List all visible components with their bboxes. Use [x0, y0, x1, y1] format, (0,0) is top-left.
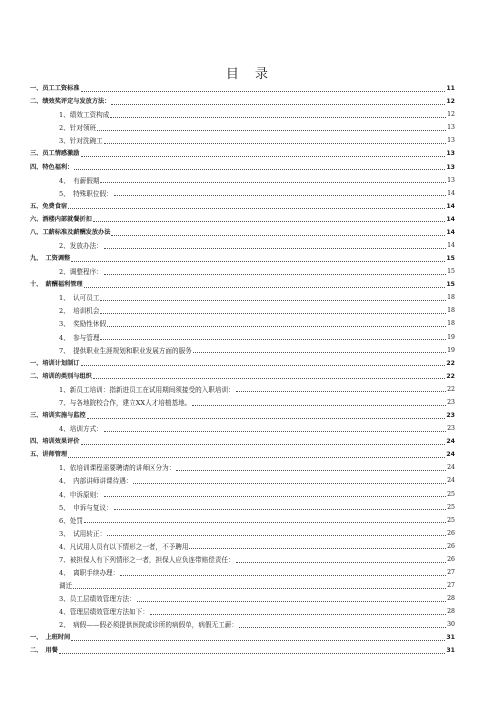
dot-leader: [100, 300, 446, 301]
toc-entry[interactable]: [30, 368, 455, 381]
dot-leader: [71, 640, 445, 641]
toc-entry-page-number: 15: [446, 255, 455, 263]
toc-entry-page-number: 24: [446, 438, 455, 446]
dot-leader: [192, 405, 446, 406]
toc-entry[interactable]: [30, 211, 455, 224]
toc-entry-label: 4、管理层绩效管理方法如下：: [59, 608, 149, 617]
table-of-contents: [30, 80, 455, 655]
toc-entry[interactable]: [30, 237, 455, 250]
toc-entry-page-number: 27: [447, 582, 455, 590]
toc-entry[interactable]: [30, 420, 455, 433]
toc-entry[interactable]: [30, 315, 455, 328]
toc-entry-label: 4、 有薪假期: [59, 176, 100, 185]
dot-leader: [84, 522, 446, 523]
toc-entry[interactable]: [30, 198, 455, 211]
toc-entry-page-number: 24: [447, 477, 455, 485]
toc-entry-page-number: 25: [447, 503, 455, 511]
toc-entry-page-number: 13: [446, 150, 455, 158]
dot-leader: [107, 535, 446, 536]
toc-entry-label: 2、发放办法：: [59, 242, 103, 251]
toc-entry[interactable]: [30, 289, 455, 302]
dot-leader: [93, 221, 446, 222]
dot-leader: [100, 339, 446, 340]
toc-entry-page-number: 14: [447, 189, 455, 197]
toc-entry[interactable]: [30, 642, 455, 655]
toc-entry[interactable]: [30, 172, 455, 185]
toc-entry-page-number: 18: [447, 307, 455, 315]
toc-entry-label: 四、培训效果评价: [30, 438, 80, 446]
dot-leader: [236, 391, 446, 392]
toc-entry-label: 4、 内部讲师讲课待遇：: [59, 477, 133, 486]
toc-entry[interactable]: [30, 119, 455, 132]
toc-entry-label: 2、调整程序：: [59, 268, 103, 277]
dot-leader: [104, 496, 446, 497]
toc-entry[interactable]: [30, 342, 455, 355]
toc-entry[interactable]: [30, 472, 455, 485]
dot-leader: [120, 575, 446, 576]
toc-entry-page-number: 23: [447, 398, 455, 406]
dot-leader: [68, 208, 445, 209]
toc-entry-page-number: 14: [446, 202, 455, 210]
toc-entry-page-number: 14: [446, 215, 455, 223]
toc-entry-page-number: 19: [447, 346, 455, 354]
dot-leader: [104, 248, 446, 249]
toc-entry-label: 6、处罚: [59, 516, 83, 525]
toc-entry-label: 1、依培训课程需要聘请的讲师区分为：: [59, 464, 176, 473]
dot-leader: [150, 614, 446, 615]
toc-entry-page-number: 28: [447, 608, 455, 616]
toc-entry[interactable]: [30, 525, 455, 538]
toc-entry-label: 六、酒楼内部就餐折扣: [30, 215, 92, 223]
dot-leader: [97, 130, 446, 131]
dot-leader: [104, 143, 446, 144]
toc-entry-page-number: 18: [447, 320, 455, 328]
toc-entry-label: 4、申诉原则：: [59, 490, 103, 499]
dot-leader: [100, 182, 446, 183]
dot-leader: [74, 169, 445, 170]
toc-entry-label: 2、 培训机会: [59, 307, 100, 316]
dot-leader: [107, 326, 446, 327]
dot-leader: [81, 156, 446, 157]
toc-entry[interactable]: [30, 328, 455, 341]
toc-entry-page-number: 23: [446, 412, 455, 420]
toc-entry[interactable]: [30, 93, 455, 106]
dot-leader: [114, 509, 446, 510]
toc-entry-label: 四、特色福利：: [30, 163, 74, 171]
toc-entry[interactable]: [30, 603, 455, 616]
dot-leader: [189, 548, 446, 549]
toc-entry[interactable]: [30, 106, 455, 119]
toc-entry[interactable]: [30, 145, 455, 158]
toc-entry-page-number: 11: [446, 85, 455, 93]
dot-leader: [236, 562, 446, 563]
toc-entry-label: 1、 认可员工: [59, 294, 100, 303]
toc-entry-label: 7、被担保人有下列情形之一者，担保人应负连带赔偿责任：: [59, 555, 235, 564]
dot-leader: [59, 653, 446, 654]
toc-entry[interactable]: [30, 538, 455, 551]
toc-entry-label: 一、培训计划制订: [30, 359, 80, 367]
dot-leader: [104, 274, 446, 275]
dot-leader: [104, 431, 446, 432]
dot-leader: [137, 601, 446, 602]
toc-entry-label: 5、 申诉与复议：: [59, 503, 113, 512]
toc-entry[interactable]: [30, 499, 455, 512]
toc-entry[interactable]: [30, 158, 455, 171]
dot-leader: [93, 378, 446, 379]
dot-leader: [81, 444, 446, 445]
toc-entry-page-number: 15: [446, 281, 455, 289]
toc-entry[interactable]: [30, 512, 455, 525]
toc-entry[interactable]: [30, 302, 455, 315]
toc-entry-page-number: 13: [447, 137, 455, 145]
toc-entry[interactable]: [30, 407, 455, 420]
toc-entry[interactable]: [30, 590, 455, 603]
toc-entry[interactable]: [30, 185, 455, 198]
toc-entry-page-number: 30: [447, 621, 455, 629]
toc-entry-label: 一、员工工资标准: [30, 85, 80, 93]
toc-entry-label: 7、与各地院校合作，建立XX人才培植基地。: [59, 398, 192, 407]
toc-entry-label: 调迁: [59, 582, 73, 591]
toc-entry-page-number: 31: [446, 634, 455, 642]
dot-leader: [239, 627, 446, 628]
toc-entry-label: 1、新员工培训：指新进员工在试用期间须接受的入职培训：: [59, 385, 235, 394]
toc-entry-label: 八、工薪标准及薪酬发放办法: [30, 228, 111, 236]
toc-entry-page-number: 15: [447, 268, 455, 276]
toc-entry-page-number: 14: [446, 228, 455, 236]
toc-entry-page-number: 25: [447, 490, 455, 498]
toc-entry[interactable]: [30, 577, 455, 590]
dot-leader: [84, 287, 446, 288]
toc-entry[interactable]: [30, 629, 455, 642]
toc-entry[interactable]: [30, 381, 455, 394]
toc-entry-page-number: 26: [447, 542, 455, 550]
toc-entry-page-number: 14: [447, 242, 455, 250]
toc-entry[interactable]: [30, 132, 455, 145]
dot-leader: [100, 313, 446, 314]
toc-entry[interactable]: [30, 394, 455, 407]
toc-entry-page-number: 22: [446, 372, 455, 380]
dot-leader: [87, 418, 446, 419]
toc-entry-page-number: 12: [446, 98, 455, 106]
toc-entry-page-number: 23: [447, 425, 455, 433]
dot-leader: [111, 235, 445, 236]
dot-leader: [71, 261, 445, 262]
toc-entry[interactable]: [30, 250, 455, 263]
toc-entry-page-number: 22: [446, 359, 455, 367]
toc-entry[interactable]: [30, 446, 455, 459]
toc-entry-label: 二、 用餐: [30, 647, 58, 655]
dot-leader: [110, 117, 446, 118]
toc-entry-label: 2、 病假——假必须提供医院或诊所的病假单，病假无工薪：: [59, 621, 238, 630]
toc-entry-label: 五、免费食宿: [30, 202, 68, 210]
toc-entry[interactable]: [30, 551, 455, 564]
toc-entry-page-number: 19: [447, 333, 455, 341]
toc-entry[interactable]: [30, 276, 455, 289]
toc-entry[interactable]: [30, 355, 455, 368]
toc-entry[interactable]: [30, 80, 455, 93]
toc-entry-page-number: 12: [447, 111, 455, 119]
toc-entry-label: 3、 奖励性休假: [59, 320, 107, 329]
toc-entry-label: 3、员工层绩效管理方法：: [59, 595, 136, 604]
toc-entry-label: 二、绩效奖评定与发放方法：: [30, 98, 111, 106]
dot-leader: [114, 195, 446, 196]
toc-entry-page-number: 28: [447, 595, 455, 603]
toc-entry-label: 五、讲师管理: [30, 451, 68, 459]
toc-entry[interactable]: [30, 459, 455, 472]
toc-entry-label: 7、 提供职业生涯规划和职业发展方面的服务: [59, 346, 192, 355]
dot-leader: [73, 588, 446, 589]
toc-entry-page-number: 13: [447, 176, 455, 184]
toc-entry-page-number: 25: [447, 516, 455, 524]
toc-entry-page-number: 27: [447, 568, 455, 576]
toc-entry[interactable]: [30, 433, 455, 446]
dot-leader: [193, 352, 446, 353]
dot-leader: [81, 365, 446, 366]
toc-entry-page-number: 13: [446, 163, 455, 171]
toc-entry-page-number: 13: [447, 124, 455, 132]
dot-leader: [111, 104, 445, 105]
toc-entry-page-number: 18: [447, 294, 455, 302]
toc-entry-label: 4、凡试用人员有以下情形之一者，不予聘用: [59, 542, 189, 551]
toc-entry-label: 4、培训方式：: [59, 425, 103, 434]
toc-entry-page-number: 22: [447, 385, 455, 393]
dot-leader: [68, 457, 445, 458]
toc-entry-page-number: 26: [447, 555, 455, 563]
toc-entry[interactable]: [30, 564, 455, 577]
toc-entry[interactable]: [30, 263, 455, 276]
toc-entry-label: 1、绩效工资构成: [59, 111, 110, 120]
toc-entry-page-number: 24: [447, 464, 455, 472]
dot-leader: [81, 91, 446, 92]
toc-entry[interactable]: [30, 224, 455, 237]
toc-entry-page-number: 31: [446, 647, 455, 655]
dot-leader: [133, 483, 446, 484]
toc-entry-page-number: 26: [447, 529, 455, 537]
toc-entry-label: 5、 特殊职位假：: [59, 189, 113, 198]
toc-entry-page-number: 24: [446, 451, 455, 459]
toc-entry-label: 十、 薪酬福利管理: [30, 281, 83, 289]
toc-entry-label: 3、 试用转正：: [59, 529, 107, 538]
toc-entry[interactable]: [30, 485, 455, 498]
toc-entry-label: 三、培训实施与监控: [30, 412, 86, 420]
toc-entry-label: 二、培训的类别与组织: [30, 372, 92, 380]
dot-leader: [176, 470, 446, 471]
toc-entry-label: 4、 离职手续办理：: [59, 568, 120, 577]
toc-entry-label: 2、针对领班: [59, 124, 97, 133]
toc-entry[interactable]: [30, 616, 455, 629]
toc-title: 目 录: [225, 67, 275, 82]
toc-entry-label: 3、针对洗碗工: [59, 137, 103, 146]
toc-entry-label: 4、 参与管理: [59, 333, 100, 342]
toc-entry-label: 三、员工情感激励: [30, 150, 80, 158]
toc-entry-label: 一、 上班时间: [30, 634, 71, 642]
toc-entry-label: 九、 工资调整: [30, 255, 71, 263]
